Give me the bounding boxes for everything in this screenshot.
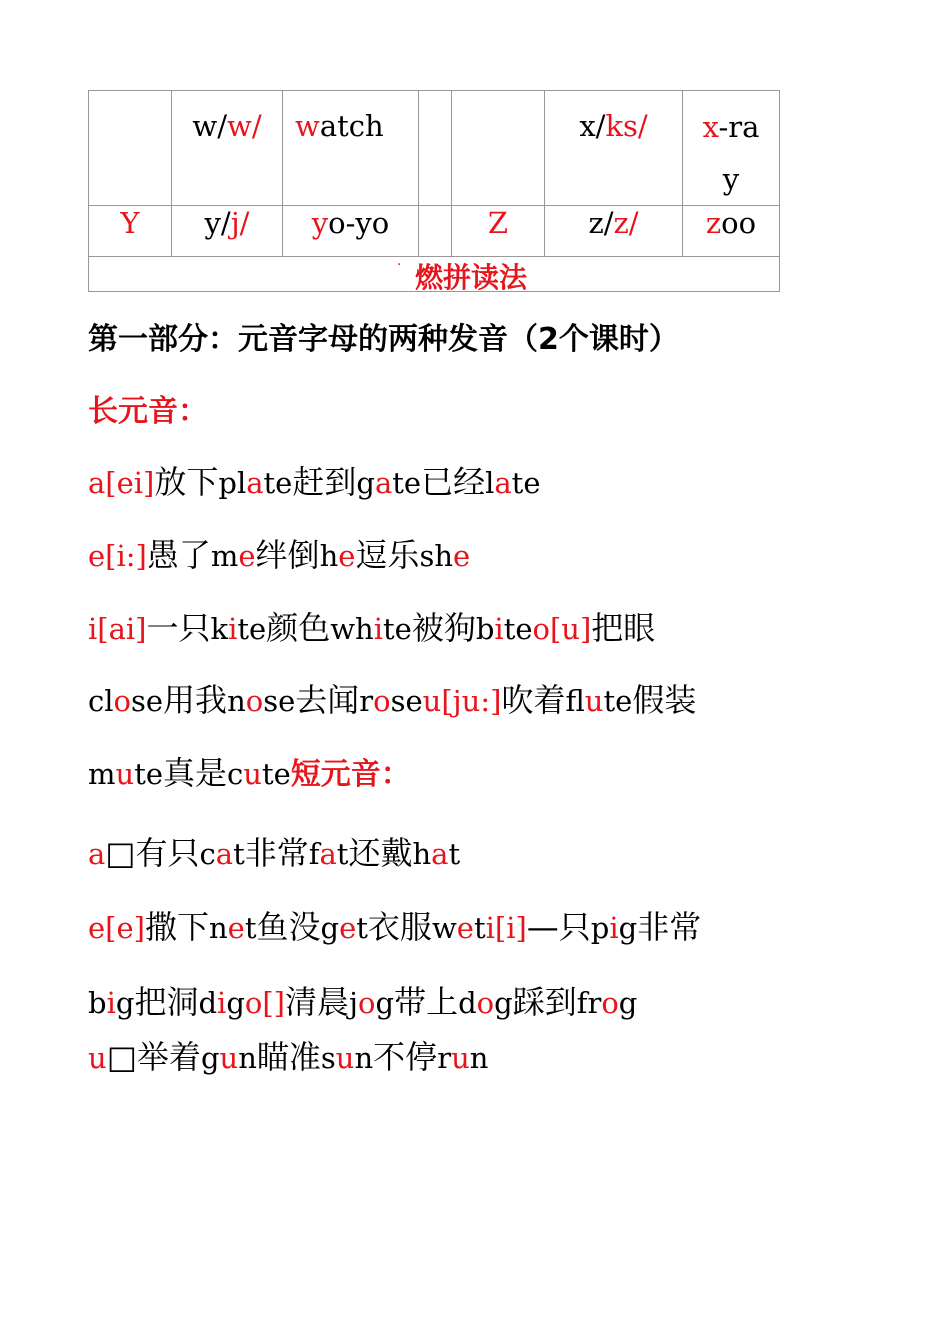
vowel-sound: e bbox=[339, 911, 357, 945]
table-cell bbox=[172, 91, 283, 206]
word-part: t bbox=[448, 837, 461, 871]
vowel-sound: [i:] bbox=[105, 539, 147, 573]
phoneme-prefix: y/ bbox=[204, 206, 231, 240]
chinese-text: 赶到 bbox=[292, 463, 357, 501]
word-part: t bbox=[233, 837, 245, 871]
word-letter: y bbox=[311, 206, 329, 240]
word-part: m bbox=[88, 757, 116, 791]
chinese-text: 逗乐 bbox=[355, 536, 420, 574]
bullet-dot: · bbox=[397, 257, 402, 273]
word-rest: -ra bbox=[718, 110, 760, 144]
word-part: n bbox=[227, 684, 246, 718]
vowel-sound: e bbox=[453, 539, 471, 573]
word-part: h bbox=[412, 837, 432, 871]
word-letter: w bbox=[295, 109, 320, 143]
vowel-sound: [e] bbox=[105, 911, 145, 945]
chinese-text: 用我 bbox=[163, 681, 228, 719]
phonics-table bbox=[88, 90, 780, 292]
word-letter: z bbox=[705, 206, 722, 240]
word-part: t bbox=[336, 837, 349, 871]
table-cell bbox=[89, 257, 780, 292]
phoneme-prefix: w/ bbox=[192, 109, 227, 143]
vowel-sound: u bbox=[422, 684, 442, 718]
chinese-text: 吹着 bbox=[501, 681, 566, 719]
table-row bbox=[89, 257, 780, 292]
vowel-sound: u bbox=[335, 1041, 355, 1075]
word-part: fr bbox=[576, 986, 602, 1020]
vowel-sound: i bbox=[228, 612, 238, 646]
vowel-sound: e bbox=[88, 911, 106, 945]
rhyme-line-4 bbox=[88, 680, 696, 721]
word-part: se bbox=[390, 684, 423, 718]
word-part: te bbox=[392, 466, 422, 500]
word-part: f bbox=[308, 837, 320, 871]
vowel-sound: i bbox=[106, 986, 116, 1020]
word-part: g bbox=[618, 986, 638, 1020]
word-part: k bbox=[210, 612, 229, 646]
vowel-sound: i bbox=[217, 986, 227, 1020]
vowel-sound: i bbox=[485, 911, 495, 945]
vowel-sound: u bbox=[243, 757, 262, 791]
word-part: d bbox=[198, 986, 218, 1020]
chinese-text: 愚了 bbox=[146, 536, 211, 574]
chinese-text: 非常 bbox=[637, 908, 702, 946]
rhyme-line-8 bbox=[88, 982, 637, 1023]
vowel-sound: i bbox=[609, 911, 619, 945]
vowel-sound: o bbox=[358, 986, 376, 1020]
chinese-text: 把眼 bbox=[591, 609, 656, 647]
chinese-text: 踩到 bbox=[512, 983, 577, 1021]
long-vowel-heading: 长元音： bbox=[88, 394, 208, 429]
vowel-sound: o bbox=[373, 684, 391, 718]
word-part: sh bbox=[419, 539, 453, 573]
vowel-sound: o bbox=[113, 684, 131, 718]
word-part: j bbox=[349, 986, 359, 1020]
vowel-sound: a bbox=[246, 466, 264, 500]
table-cell bbox=[419, 91, 452, 206]
chinese-text: 假装 bbox=[632, 681, 697, 719]
word-part: n bbox=[208, 911, 228, 945]
vowel-sound: a bbox=[374, 466, 393, 500]
word-part: h bbox=[319, 539, 339, 573]
table-cell bbox=[452, 91, 545, 206]
word-part: r bbox=[437, 1041, 452, 1075]
chinese-text: 举着 bbox=[136, 1038, 201, 1076]
word-part: g bbox=[226, 986, 245, 1020]
chinese-text: 去闻 bbox=[295, 681, 360, 719]
vowel-sound: u bbox=[115, 757, 135, 791]
part-heading: 第一部分：元音字母的两种发音（2个课时） bbox=[88, 322, 679, 357]
chinese-text: 鱼没 bbox=[256, 908, 321, 946]
chinese-text: 真是 bbox=[163, 754, 228, 792]
word-part: wh bbox=[330, 612, 374, 646]
vowel-sound: u bbox=[451, 1041, 470, 1075]
vowel-sound: e bbox=[88, 539, 106, 573]
chinese-text: 把洞 bbox=[134, 983, 199, 1021]
vowel-sound: [ju:] bbox=[441, 684, 502, 718]
table-cell bbox=[283, 91, 419, 206]
word-part: d bbox=[458, 986, 477, 1020]
word-part: b bbox=[475, 612, 495, 646]
chinese-text: 还戴 bbox=[348, 834, 413, 872]
chinese-text: 被狗 bbox=[411, 609, 476, 647]
vowel-sound: a bbox=[494, 466, 512, 500]
word-part: t bbox=[244, 911, 257, 945]
vowel-sound: [ai] bbox=[97, 612, 147, 646]
word-part: t bbox=[356, 911, 368, 945]
word-rest: atch bbox=[319, 109, 384, 143]
rhyme-line-2 bbox=[88, 535, 470, 576]
vowel-sound: o bbox=[476, 986, 495, 1020]
rhyme-line-3 bbox=[88, 608, 655, 649]
table-cell bbox=[545, 206, 683, 257]
phoneme-prefix: z/ bbox=[588, 206, 614, 240]
section-title: 燃拼读法 bbox=[415, 261, 528, 294]
phonetic-placeholder: □ bbox=[105, 834, 136, 872]
table-cell bbox=[172, 206, 283, 257]
table-cell bbox=[283, 206, 419, 257]
word-letter: x bbox=[702, 110, 719, 144]
letter-cell: Z bbox=[452, 206, 545, 257]
word-part: se bbox=[131, 684, 164, 718]
table-row bbox=[89, 206, 780, 257]
chinese-text: 撒下 bbox=[144, 908, 209, 946]
vowel-sound: [i] bbox=[494, 911, 527, 945]
word-part: g bbox=[618, 911, 638, 945]
phoneme-prefix: x/ bbox=[579, 109, 606, 143]
word-part: p bbox=[590, 911, 610, 945]
chinese-text: —只 bbox=[526, 908, 591, 946]
chinese-text: 瞄准 bbox=[256, 1038, 321, 1076]
chinese-text: 已经 bbox=[421, 463, 486, 501]
word-part: te bbox=[237, 612, 267, 646]
vowel-sound: o bbox=[532, 612, 550, 646]
vowel-sound: o bbox=[244, 986, 263, 1020]
phoneme: w/ bbox=[227, 109, 262, 143]
rhyme-line-5 bbox=[88, 753, 411, 795]
vowel-sound: o bbox=[245, 684, 264, 718]
word-part: g bbox=[320, 911, 340, 945]
word-part: w bbox=[431, 911, 457, 945]
word-part: te bbox=[503, 612, 533, 646]
vowel-sound: o bbox=[601, 986, 619, 1020]
word-part: m bbox=[210, 539, 239, 573]
word-part: te bbox=[261, 757, 291, 791]
vowel-sound: u bbox=[88, 1041, 107, 1075]
word-part: b bbox=[88, 986, 107, 1020]
word-part: te bbox=[134, 757, 164, 791]
table-cell bbox=[89, 91, 172, 206]
vowel-sound: u bbox=[584, 684, 604, 718]
table-cell bbox=[683, 91, 780, 206]
short-vowel-heading: 短元音： bbox=[290, 757, 411, 792]
word-part: te bbox=[603, 684, 633, 718]
chinese-text: 放下 bbox=[154, 463, 219, 501]
word-part: g bbox=[375, 986, 395, 1020]
table-cell bbox=[419, 206, 452, 257]
chinese-text: 一只 bbox=[146, 609, 211, 647]
phoneme: j/ bbox=[230, 206, 250, 240]
vowel-sound: a bbox=[431, 837, 449, 871]
word-part: te bbox=[382, 612, 412, 646]
word-part: n bbox=[238, 1041, 257, 1075]
word-part: te bbox=[263, 466, 293, 500]
word-part: se bbox=[263, 684, 296, 718]
vowel-sound: a bbox=[215, 837, 234, 871]
vowel-sound: [u] bbox=[549, 612, 592, 646]
vowel-sound: e bbox=[227, 911, 245, 945]
rhyme-line-6 bbox=[88, 833, 460, 874]
chinese-text: 绊倒 bbox=[255, 536, 320, 574]
letter-cell: Y bbox=[89, 206, 172, 257]
phoneme: ks/ bbox=[605, 109, 648, 143]
table-row bbox=[89, 91, 780, 206]
word-rest: o-yo bbox=[328, 206, 390, 240]
word-part: g bbox=[356, 466, 375, 500]
chinese-text: 不停 bbox=[373, 1038, 438, 1076]
word-part: g bbox=[115, 986, 135, 1020]
vowel-sound: e bbox=[238, 539, 256, 573]
word-part: pl bbox=[218, 466, 247, 500]
chinese-text: 颜色 bbox=[266, 609, 331, 647]
table-cell bbox=[683, 206, 780, 257]
word-part: r bbox=[359, 684, 374, 718]
word-rest: oo bbox=[721, 206, 757, 240]
word-part: t bbox=[473, 911, 486, 945]
word-rest-wrap: y bbox=[722, 162, 740, 196]
phonetic-placeholder: □ bbox=[106, 1038, 137, 1076]
chinese-text: 带上 bbox=[394, 983, 459, 1021]
vowel-sound: [ei] bbox=[105, 466, 155, 500]
vowel-sound: a bbox=[88, 466, 106, 500]
word-part: c bbox=[227, 757, 244, 791]
chinese-text: 衣服 bbox=[367, 908, 432, 946]
chinese-text: 有只 bbox=[135, 834, 200, 872]
word-part: g bbox=[200, 1041, 220, 1075]
vowel-sound: i bbox=[88, 612, 98, 646]
vowel-sound: e bbox=[456, 911, 474, 945]
vowel-sound: a bbox=[88, 837, 106, 871]
word-part: l bbox=[485, 466, 495, 500]
phoneme: z/ bbox=[613, 206, 639, 240]
word-part: n bbox=[469, 1041, 489, 1075]
rhyme-line-7 bbox=[88, 907, 701, 948]
rhyme-line-1 bbox=[88, 462, 541, 503]
vowel-sound: [] bbox=[262, 986, 285, 1020]
word-part: fl bbox=[565, 684, 585, 718]
vowel-sound: i bbox=[494, 612, 504, 646]
word-part: n bbox=[354, 1041, 374, 1075]
chinese-text: 非常 bbox=[244, 834, 309, 872]
word-part: te bbox=[511, 466, 541, 500]
word-part: g bbox=[494, 986, 513, 1020]
word-part: cl bbox=[88, 684, 114, 718]
vowel-sound: u bbox=[219, 1041, 239, 1075]
table-cell bbox=[545, 91, 683, 206]
rhyme-line-9 bbox=[88, 1037, 488, 1078]
vowel-sound: a bbox=[319, 837, 337, 871]
word-part: s bbox=[320, 1041, 336, 1075]
chinese-text: 清晨 bbox=[285, 983, 350, 1021]
vowel-sound: e bbox=[338, 539, 356, 573]
word-part: c bbox=[199, 837, 216, 871]
vowel-sound: i bbox=[373, 612, 383, 646]
